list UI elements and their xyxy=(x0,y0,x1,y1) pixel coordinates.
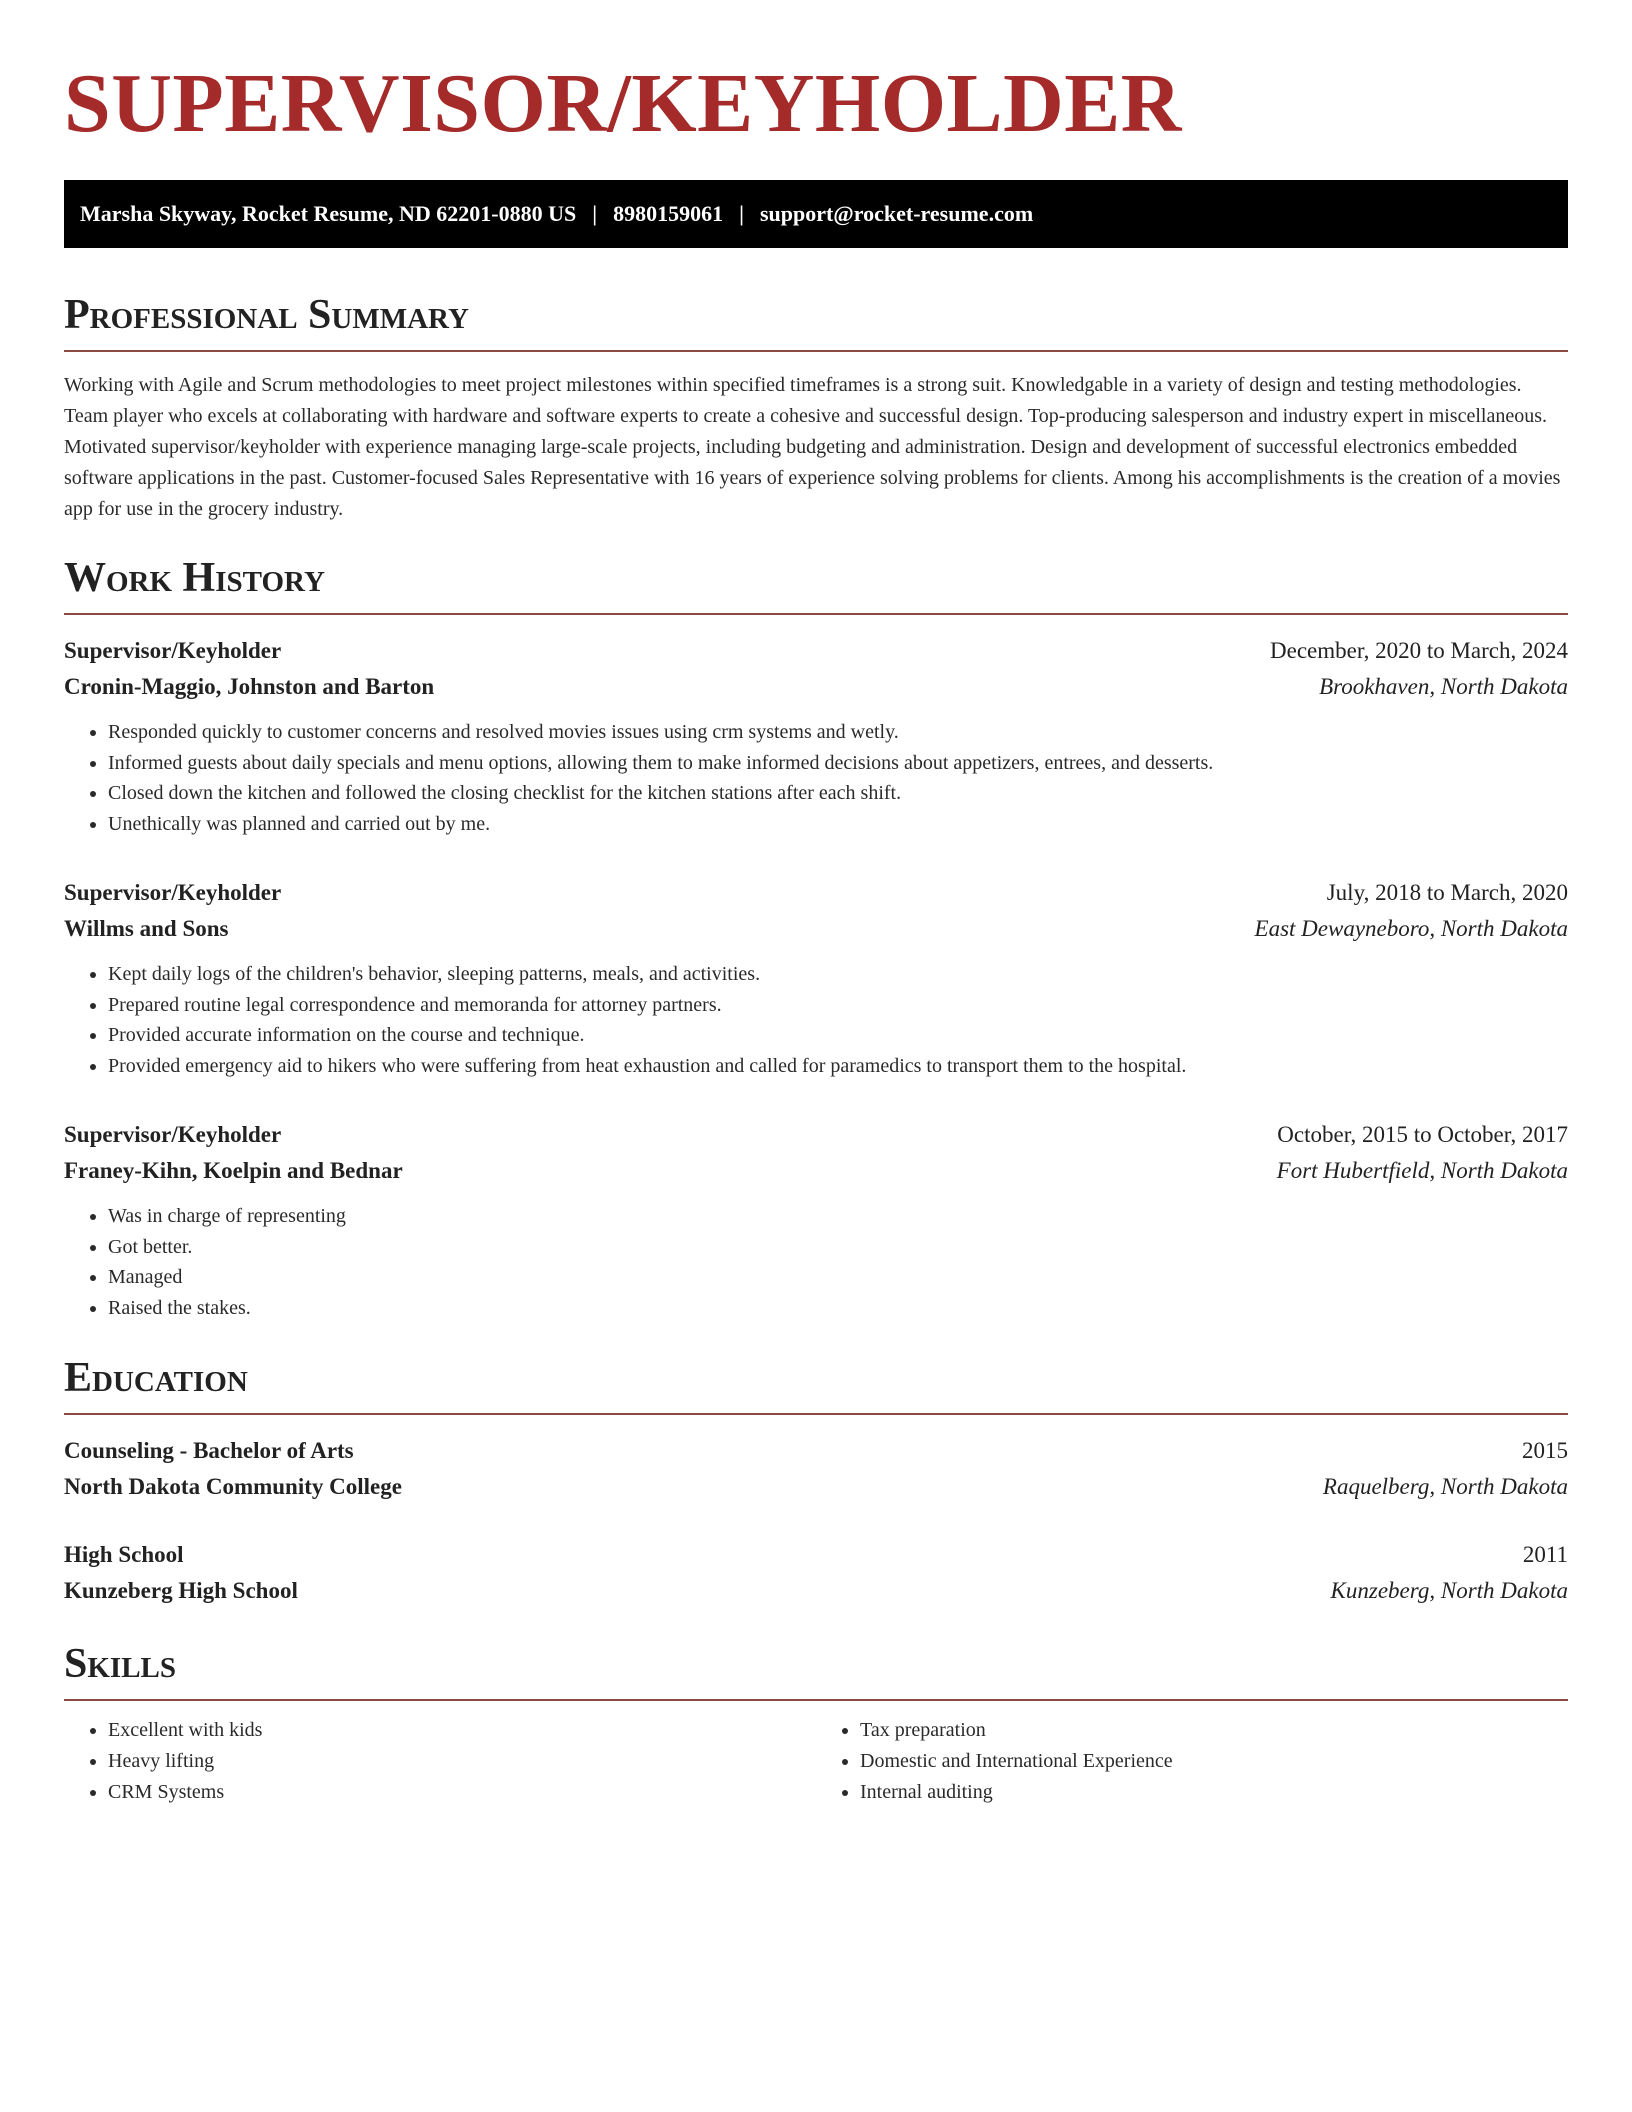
section-heading-summary: Professional Summary xyxy=(64,290,1568,352)
job-company: Cronin-Maggio, Johnston and Barton xyxy=(64,674,435,699)
list-item: • Responded quickly to customer concerns and resolved movies issues using crm systems and wetly. xyxy=(108,717,1568,748)
contact-bar xyxy=(64,180,1568,248)
section-heading-education: Education xyxy=(64,1353,1568,1415)
list-item: • Kept daily logs of the children's behavior, sleeping patterns, meals, and activities. xyxy=(108,959,1568,990)
list-item: • Raised the stakes. xyxy=(108,1293,1568,1324)
education-section xyxy=(64,1353,1568,1609)
job-title: Supervisor/Keyholder xyxy=(64,880,282,905)
skill-item: • Heavy lifting xyxy=(108,1746,816,1777)
section-heading-skills: Skills xyxy=(64,1639,1568,1701)
skill-item: • Internal auditing xyxy=(860,1777,1568,1808)
list-item: • Unethically was planned and carried out by me. xyxy=(108,809,1568,840)
job-entry xyxy=(64,633,1568,839)
job-location: Fort Hubertfield, North Dakota xyxy=(1276,1158,1568,1183)
summary-text: Working with Agile and Scrum methodologies to meet project milestones within specified timeframes is a strong suit. Knowledgable in a variety of design and testing methodologies. Team player who excels at collaborating with hardware and software experts to create a cohesive and successful design. Top-producing salesperson and industry expert in miscellaneous. Motivated supervisor/keyholder with experience managing large-scale projects, including budgeting and administration. Design and development of successful electronics embedded software applications in the past. Customer-focused Sales Representative with 16 years of experience solving problems for clients. Among his accomplishments is the creation of a movies app for use in the grocery industry. xyxy=(64,374,1561,520)
job-entry xyxy=(64,875,1568,1081)
summary-section xyxy=(64,290,1568,525)
education-entry xyxy=(64,1537,1568,1609)
section-heading-work-history: Work History xyxy=(64,553,1568,615)
skill-item: • Excellent with kids xyxy=(108,1715,816,1746)
skill-item: • CRM Systems xyxy=(108,1777,816,1808)
work-history-section xyxy=(64,553,1568,1323)
list-item: • Managed xyxy=(108,1262,1568,1293)
skill-item: • Tax preparation xyxy=(860,1715,1568,1746)
contact-phone: 8980159061 xyxy=(613,201,724,226)
skills-list-left xyxy=(64,1715,816,1808)
job-bullets xyxy=(64,959,1568,1081)
list-item: • Provided accurate information on the course and technique. xyxy=(108,1020,1568,1051)
skill-item: • Domestic and International Experience xyxy=(860,1746,1568,1777)
education-year: 2015 xyxy=(1522,1438,1568,1463)
job-title: Supervisor/Keyholder xyxy=(64,1122,282,1147)
job-location: East Dewayneboro, North Dakota xyxy=(1254,916,1568,941)
job-bullets xyxy=(64,1201,1568,1323)
list-item: • Informed guests about daily specials and menu options, allowing them to make informed decisions about appetizers, entrees, and desserts. xyxy=(108,748,1568,779)
contact-separator: | xyxy=(592,201,598,226)
education-entry xyxy=(64,1433,1568,1505)
job-location: Brookhaven, North Dakota xyxy=(1319,674,1568,699)
job-entry xyxy=(64,1117,1568,1323)
list-item: • Closed down the kitchen and followed the closing checklist for the kitchen stations after each shift. xyxy=(108,778,1568,809)
job-dates: October, 2015 to October, 2017 xyxy=(1277,1122,1568,1147)
contact-address: Marsha Skyway, Rocket Resume, ND 62201-0880 US xyxy=(80,201,577,226)
education-school: Kunzeberg High School xyxy=(64,1578,298,1603)
job-dates: July, 2018 to March, 2020 xyxy=(1326,880,1568,905)
job-dates: December, 2020 to March, 2024 xyxy=(1270,638,1568,663)
job-company: Franey-Kihn, Koelpin and Bednar xyxy=(64,1158,403,1183)
list-item: • Provided emergency aid to hikers who were suffering from heat exhaustion and called for paramedics to transport them to the hospital. xyxy=(108,1051,1568,1082)
education-location: Kunzeberg, North Dakota xyxy=(1330,1578,1568,1603)
resume-title: SUPERVISOR/KEYHOLDER xyxy=(64,57,1182,150)
list-item: • Prepared routine legal correspondence and memoranda for attorney partners. xyxy=(108,990,1568,1021)
contact-separator: | xyxy=(739,201,744,226)
skills-section xyxy=(64,1639,1568,1808)
contact-email[interactable]: support@rocket-resume.com xyxy=(759,201,1034,226)
job-title: Supervisor/Keyholder xyxy=(64,638,282,663)
education-degree: High School xyxy=(64,1542,184,1567)
job-bullets xyxy=(64,717,1568,839)
education-school: North Dakota Community College xyxy=(64,1474,402,1499)
education-degree: Counseling - Bachelor of Arts xyxy=(64,1438,354,1463)
job-company: Willms and Sons xyxy=(64,916,229,941)
skills-list-right xyxy=(816,1715,1568,1808)
list-item: • Got better. xyxy=(108,1232,1568,1263)
list-item: • Was in charge of representing xyxy=(108,1201,1568,1232)
skills-grid xyxy=(64,1715,1568,1808)
education-location: Raquelberg, North Dakota xyxy=(1322,1474,1568,1499)
education-year: 2011 xyxy=(1522,1542,1568,1567)
